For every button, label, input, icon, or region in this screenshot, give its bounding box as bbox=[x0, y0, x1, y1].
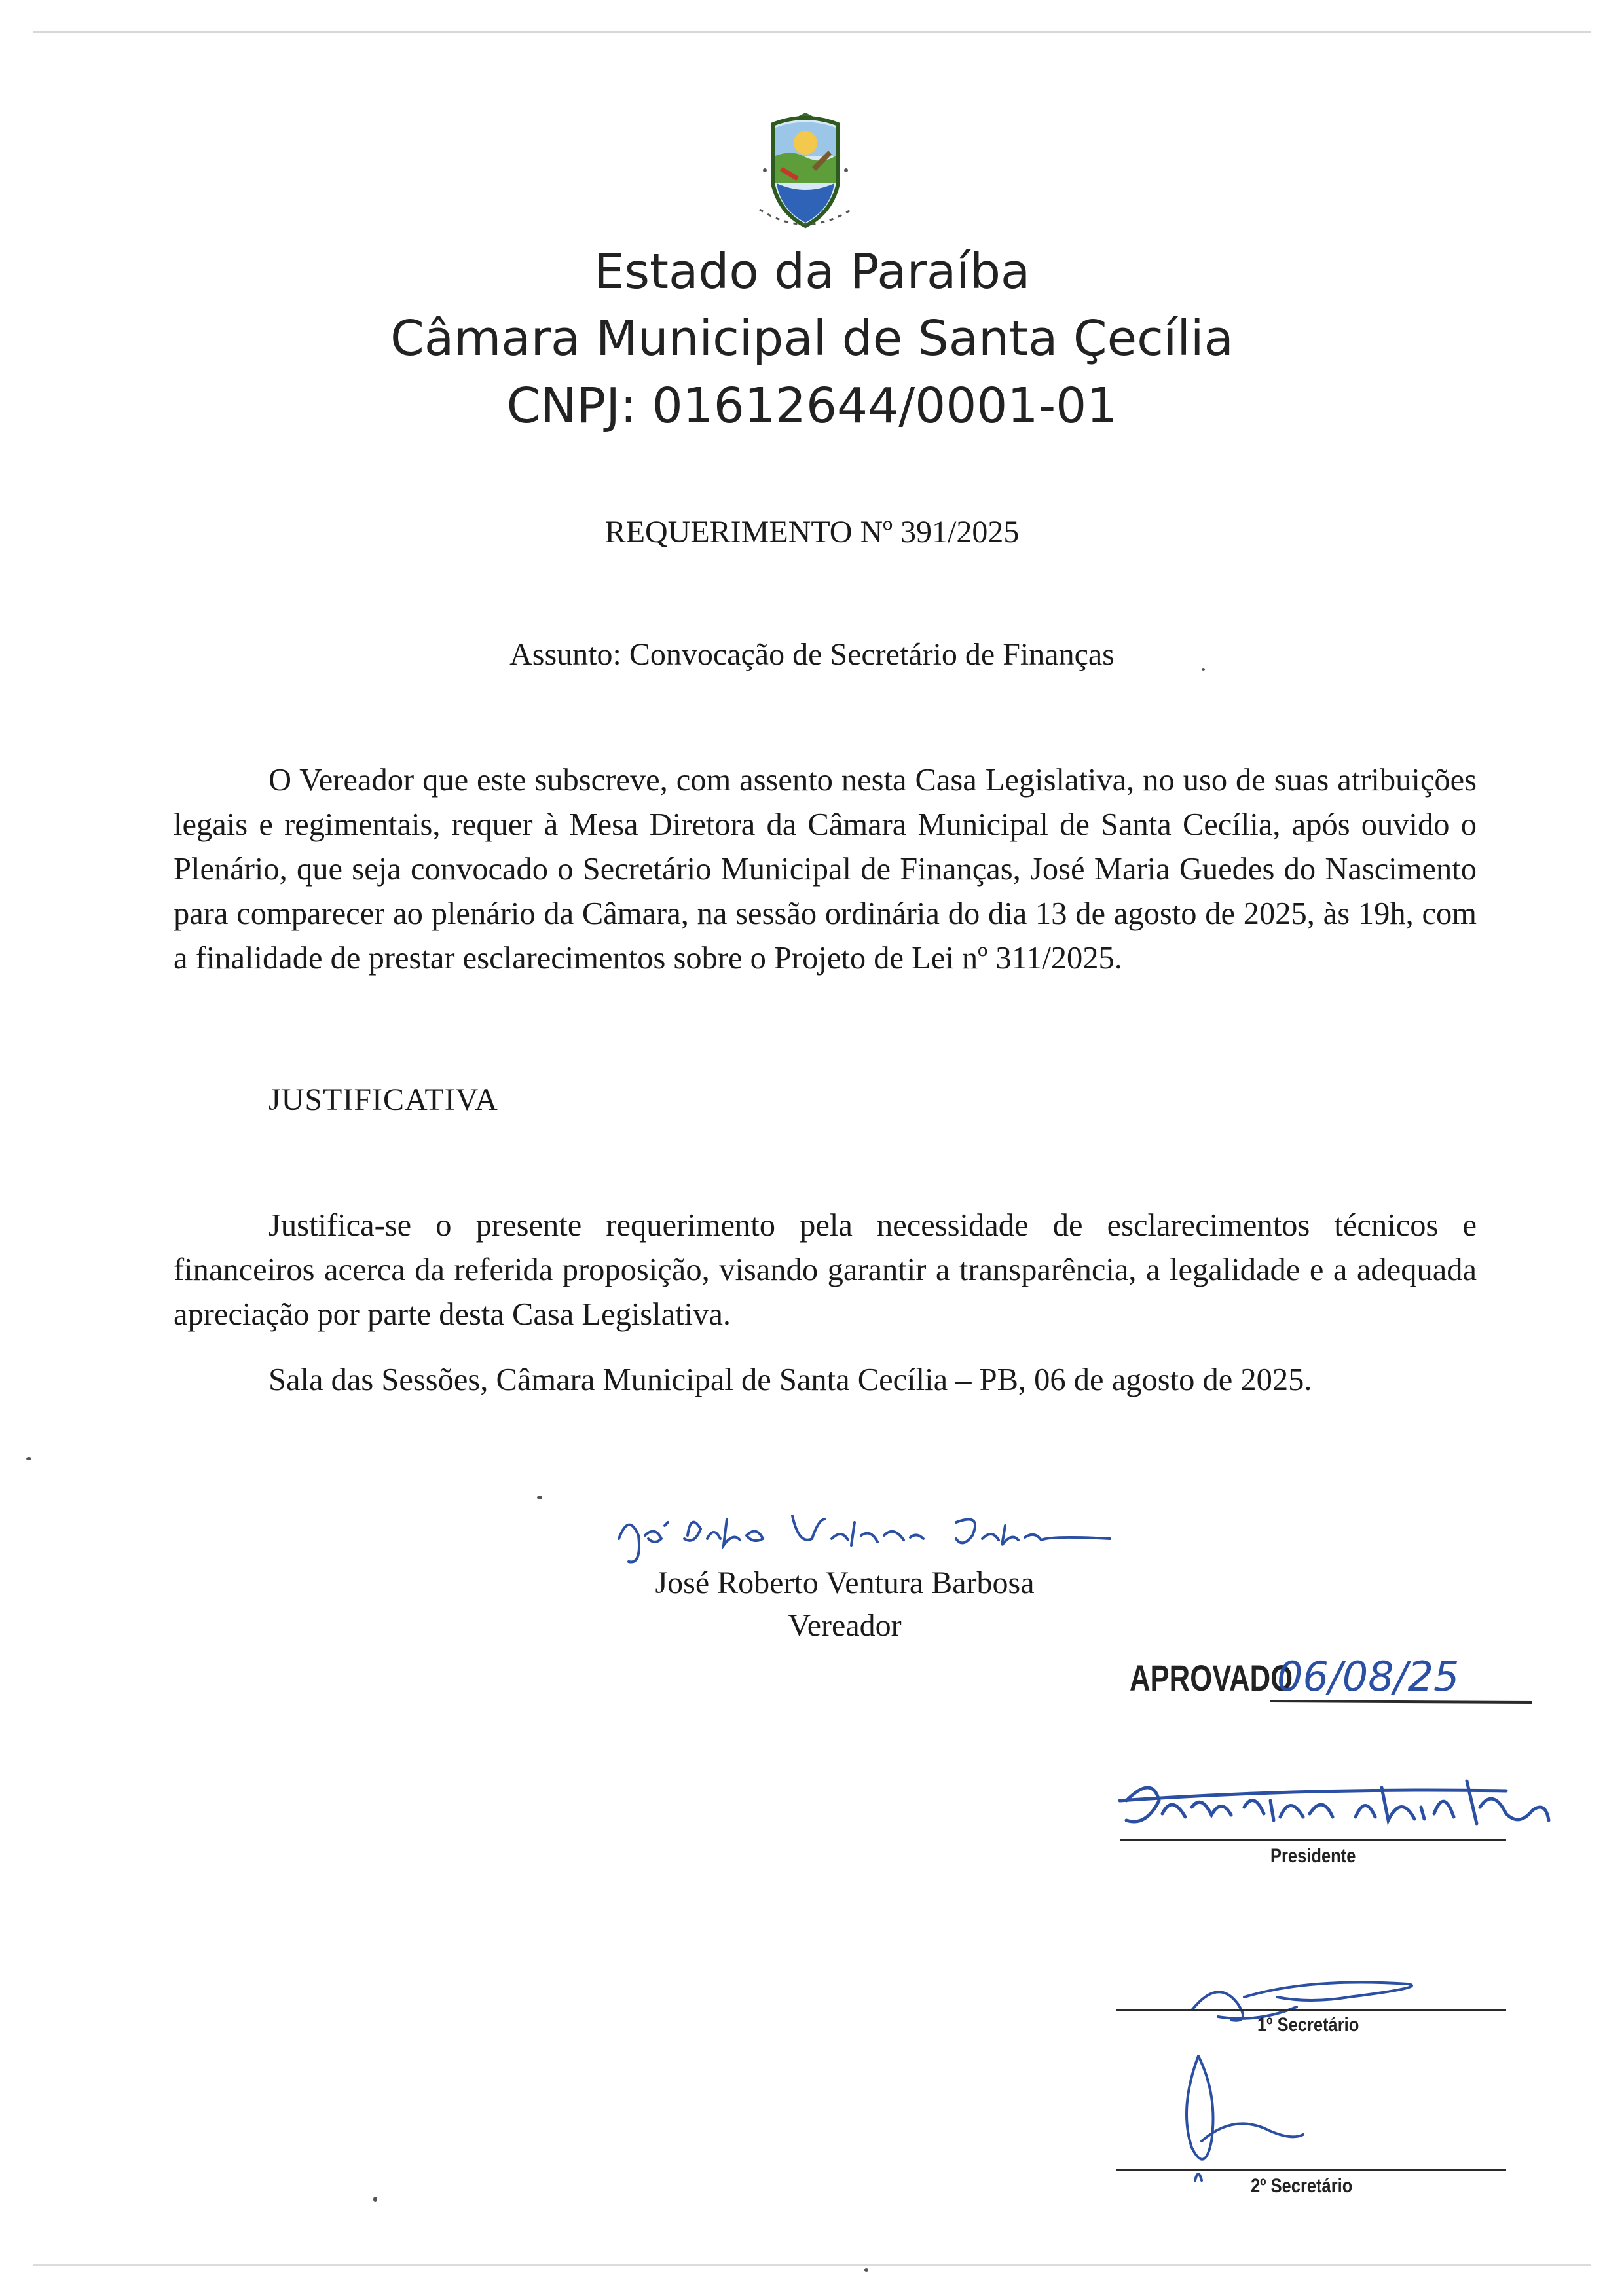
approval-date-handwritten bbox=[1270, 1650, 1545, 1712]
secretary-2-label: 2º Secretário bbox=[1251, 2175, 1353, 2197]
scan-top-edge bbox=[33, 31, 1591, 33]
president-signature-line bbox=[1120, 1839, 1506, 1841]
municipal-crest-icon bbox=[733, 105, 877, 236]
approved-stamp: APROVADO bbox=[1130, 1657, 1293, 1698]
signer-name: José Roberto Ventura Barbosa bbox=[655, 1566, 1035, 1600]
secretary-2-signature-line bbox=[1116, 2169, 1506, 2171]
request-paragraph: O Vereador que este subscreve, com assento nesta Casa Legislativa, no uso de suas atribuições legais e regimentais, requer à Mesa Diretora da Câmara Municipal de Santa Cecília, após ouvido o Plenário, que seja convocado o Secretário Municipal de Finanças, José Maria Guedes do Nascimento para comparecer ao plenário da Câmara, na sessão ordinária do dia 13 de agosto de 2025, às 19h, com a finalidade de prestar esclarecimentos sobre o Projeto de Lei nº 311/2025. bbox=[174, 763, 1477, 976]
secretary-1-signature-line bbox=[1116, 2009, 1506, 2011]
secretary-1-label: 1º Secretário bbox=[1257, 2014, 1359, 2036]
closing-line: Sala das Sessões, Câmara Municipal de Santa Cecília – PB, 06 de agosto de 2025. bbox=[268, 1363, 1312, 1397]
document-title: REQUERIMENTO Nº 391/2025 bbox=[604, 515, 1020, 549]
scan-speck bbox=[1202, 668, 1205, 671]
header-chamber: Câmara Municipal de Santa Çecília bbox=[390, 310, 1234, 367]
scan-speck bbox=[373, 2197, 377, 2202]
justification-heading: JUSTIFICATIVA bbox=[268, 1082, 498, 1117]
justification-paragraph: Justifica-se o presente requerimento pela necessidade de esclarecimentos técnicos e financeiros acerca da referida proposição, visando garantir a transparência, a legalidade e a adequada apreciação por parte desta Casa Legislativa. bbox=[174, 1208, 1477, 1332]
header-state: Estado da Paraíba bbox=[593, 244, 1031, 300]
scan-speck bbox=[537, 1496, 542, 1499]
scan-speck bbox=[864, 2268, 868, 2272]
signer-role: Vereador bbox=[788, 1608, 902, 1643]
document-subject: Assunto: Convocação de Secretário de Finanças bbox=[509, 637, 1115, 672]
header-cnpj: CNPJ: 01612644/0001-01 bbox=[506, 378, 1118, 434]
svg-text:06/08/25: 06/08/25 bbox=[1277, 1653, 1460, 1700]
president-label: Presidente bbox=[1270, 1845, 1356, 1867]
scan-speck bbox=[26, 1457, 31, 1460]
councilor-signature bbox=[616, 1499, 1113, 1571]
scan-bottom-edge bbox=[33, 2264, 1591, 2266]
